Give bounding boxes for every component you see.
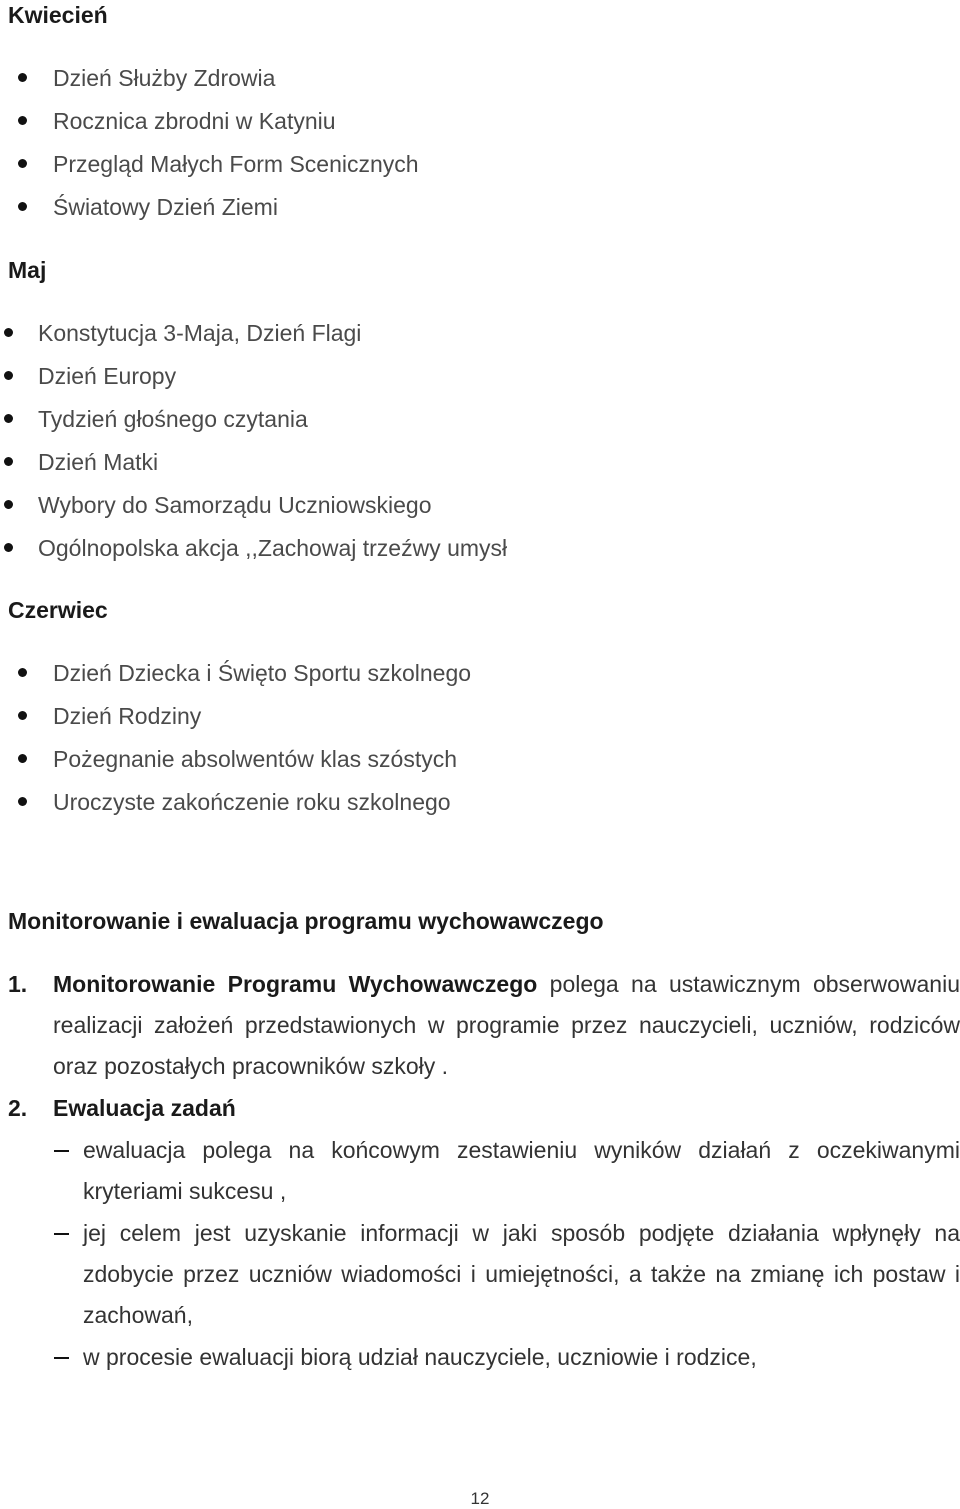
list-item-text: ewaluacja polega na końcowym zestawieniu wyników działań z oczekiwanymi kryteriami sukcesu , [83,1137,960,1204]
bullet-icon [18,797,27,806]
bullet-icon [4,414,13,423]
list-item [38,362,507,405]
list-item [83,1130,960,1212]
point-paragraph [53,964,960,1087]
list-item [38,405,507,448]
dash-icon [54,1233,69,1235]
point-number: 2. [8,1095,28,1121]
list-item [53,193,419,236]
point-lead: Monitorowanie Programu Wychowawczego [53,971,538,997]
list-item-text: Dzień Rodziny [53,703,202,729]
heading-kwiecien: Kwiecień [8,2,108,28]
list-item-text: jej celem jest uzyskanie informacji w jaki sposób podjęte działania wpłynęły na zdobycie przez uczniów wiadomości i umiejętności, a także na zmianę ich postaw i zachowań, [83,1220,960,1328]
list-item [53,64,419,107]
list-item-text: Uroczyste zakończenie roku szkolnego [53,789,451,815]
list-item [53,659,471,702]
point-lead: Ewaluacja zadań [53,1095,236,1121]
list-item [38,448,507,491]
list-item [53,702,471,745]
heading-maj: Maj [8,257,47,283]
list-item-text: Dzień Służby Zdrowia [53,65,276,91]
list-item [38,534,507,577]
point-body: polega na ustawicznym obserwowaniu realizacji założeń przedstawionych w programie przez nauczycieli, uczniów, rodziców oraz pozostałych pracowników szkoły . [53,971,960,1079]
list-item [53,745,471,788]
list-maj [38,319,507,577]
bullet-icon [18,202,27,211]
bullet-icon [4,500,13,509]
list-kwiecien [53,64,419,236]
list-item-text: Rocznica zbrodni w Katyniu [53,108,336,134]
list-item [53,788,471,831]
bullet-icon [4,328,13,337]
bullet-icon [4,457,13,466]
point-number: 1. [8,971,28,997]
dash-icon [54,1150,69,1152]
bullet-icon [4,543,13,552]
list-item-text: Ogólnopolska akcja ,,Zachowaj trzeźwy umysł [38,535,508,561]
list-item-text: Tydzień głośnego czytania [38,406,308,432]
list-item-text: Dzień Matki [38,449,159,475]
bullet-icon [18,668,27,677]
bullet-icon [18,73,27,82]
bullet-icon [18,116,27,125]
bullet-icon [18,711,27,720]
list-item-text: Przegląd Małych Form Scenicznych [53,151,419,177]
bullet-icon [4,371,13,380]
page-number: 12 [470,1489,490,1508]
point-paragraph [53,1088,960,1129]
list-item-text: Światowy Dzień Ziemi [53,194,278,220]
list-item-text: Pożegnanie absolwentów klas szóstych [53,746,458,772]
list-item-text: w procesie ewaluacji biorą udział nauczyciele, uczniowie i rodzice, [83,1344,757,1370]
list-item [53,107,419,150]
heading-czerwiec: Czerwiec [8,597,108,623]
list-item [53,150,419,193]
section-title: Monitorowanie i ewaluacja programu wychowawczego [8,908,604,934]
dash-icon [54,1357,69,1359]
bullet-icon [18,159,27,168]
list-item-text: Konstytucja 3-Maja, Dzień Flagi [38,320,362,346]
evaluation-list [83,1130,960,1379]
list-czerwiec [53,659,471,831]
list-item-text: Dzień Europy [38,363,177,389]
list-item [38,491,507,534]
list-item-text: Wybory do Samorządu Uczniowskiego [38,492,432,518]
list-item [83,1337,960,1378]
list-item-text: Dzień Dziecka i Święto Sportu szkolnego [53,660,472,686]
list-item [83,1213,960,1336]
list-item [38,319,507,362]
bullet-icon [18,754,27,763]
